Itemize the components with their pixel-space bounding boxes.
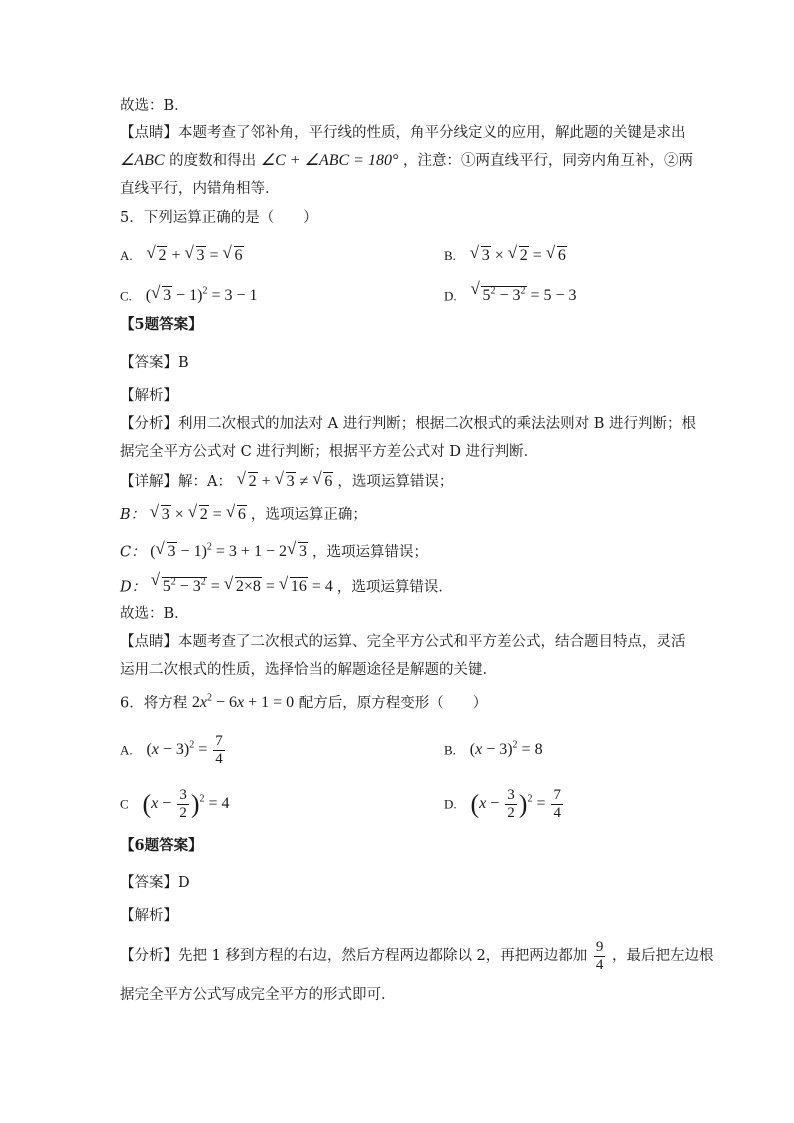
comment-line-2: ∠ABC 的度数和得出 ∠C + ∠ABC = 180° ，注意：①两直线平行，同旁内角互补，②两 xyxy=(120,152,693,169)
q6-analysis-1: 【分析】先把 1 移到方程的右边，然后方程两边都除以 2，再把两边都加 $\frac{9}{4}$ ，最后把左边根 xyxy=(120,938,714,973)
q6-analysis-header: 【解析】 xyxy=(120,908,178,924)
q5-answer: 【答案】B xyxy=(120,355,189,371)
answer-line: 故选：B． xyxy=(120,98,189,114)
q5-choose: 故选：B． xyxy=(120,606,189,622)
q5-analysis-1: 【分析】利用二次根式的加法对 A 进行判断；根据二次根式的乘法法则对 B 进行判断；根 xyxy=(120,416,697,432)
q6-option-c: C (x − $\frac{3}{2}$ )$^2$ = 4 xyxy=(120,787,230,822)
q5-option-d: D. √ $5^2 - 3^2 = 5 - 3$ xyxy=(444,279,577,305)
q5-option-b: B. √ 3 × √ 2 = √ 6 xyxy=(444,243,566,264)
q5-option-a-expr: √ 2 + √ 3 = √ 6 xyxy=(146,243,243,264)
angle-sum-expression: ∠C + ∠ABC = 180° xyxy=(260,152,399,169)
q5-detail-d: D： √ $5^2 - 3^2$ = √ 2×8 = √ 16 = 4 ，选项运算错误． xyxy=(120,570,453,596)
q6-answer: 【答案】D xyxy=(120,875,190,891)
q5-option-d-expr: √ $5^2 - 3^2 = 5 - 3$ xyxy=(470,279,577,305)
question-5-stem: 5．下列运算正确的是（ ） xyxy=(120,210,318,226)
comment-line: 【点睛】本题考查了邻补角，平行线的性质，角平分线定义的应用，解此题的关键是求出 xyxy=(120,125,686,141)
q6-option-a: A. $(x - 3)^2$ = $\frac{7}{4}$ xyxy=(120,733,223,768)
q5-option-b-expr: √ 3 × √ 2 = √ 6 xyxy=(469,243,566,264)
q5-analysis-header: 【解析】 xyxy=(120,388,178,404)
q5-comment-2: 运用二次根式的性质，选择恰当的解题途径是解题的关键． xyxy=(120,662,497,678)
q5-analysis-2: 据完全平方公式对 C 进行判断；根据平方差公式对 D 进行判断． xyxy=(120,444,539,460)
q6-analysis-2: 据完全平方公式写成完全平方的形式即可． xyxy=(120,987,396,1003)
q5-answer-header: 【5题答案】 xyxy=(120,316,203,333)
q5-option-c: C. ( √ 3 − 1)$^2$ = 3 − 1 xyxy=(120,283,258,305)
q5-option-a: A. √ 2 + √ 3 = √ 6 xyxy=(120,243,243,264)
q5-detail-b: B： √ 3 × √ 2 = √ 6 ，选项运算正确； xyxy=(120,502,367,523)
q6-equation: $2x^2 - 6x + 1 = 0$ xyxy=(191,693,295,712)
comment-line-3: 直线平行，内错角相等． xyxy=(120,181,280,197)
angle-abc: ∠ABC xyxy=(120,152,165,169)
q6-option-b: B. $(x - 3)^2 = 8$ xyxy=(444,740,543,759)
question-6-stem: 6．将方程 $2x^2 - 6x + 1 = 0$ 配方后，原方程变形（ ） xyxy=(120,693,488,712)
q6-answer-header: 【6题答案】 xyxy=(120,837,203,854)
q5-comment-1: 【点睛】本题考查了二次根式的运算、完全平方公式和平方差公式，结合题目特点，灵活 xyxy=(120,634,686,650)
q5-detail-a: 【详解】解：A： √ 2 + √ 3 ≠ √ 6 ，选项运算错误； xyxy=(120,469,454,490)
q6-option-d: D. (x − $\frac{3}{2}$ )$^2$ = $\frac{7}{4}$ xyxy=(444,787,561,822)
q5-detail-c: C： ( √ 3 − 1)$^2$ = 3 + 1 − 2 √ 3 ，选项运算错误； xyxy=(120,539,428,561)
q5-option-c-expr: ( √ 3 − 1)$^2$ = 3 − 1 xyxy=(145,283,258,305)
